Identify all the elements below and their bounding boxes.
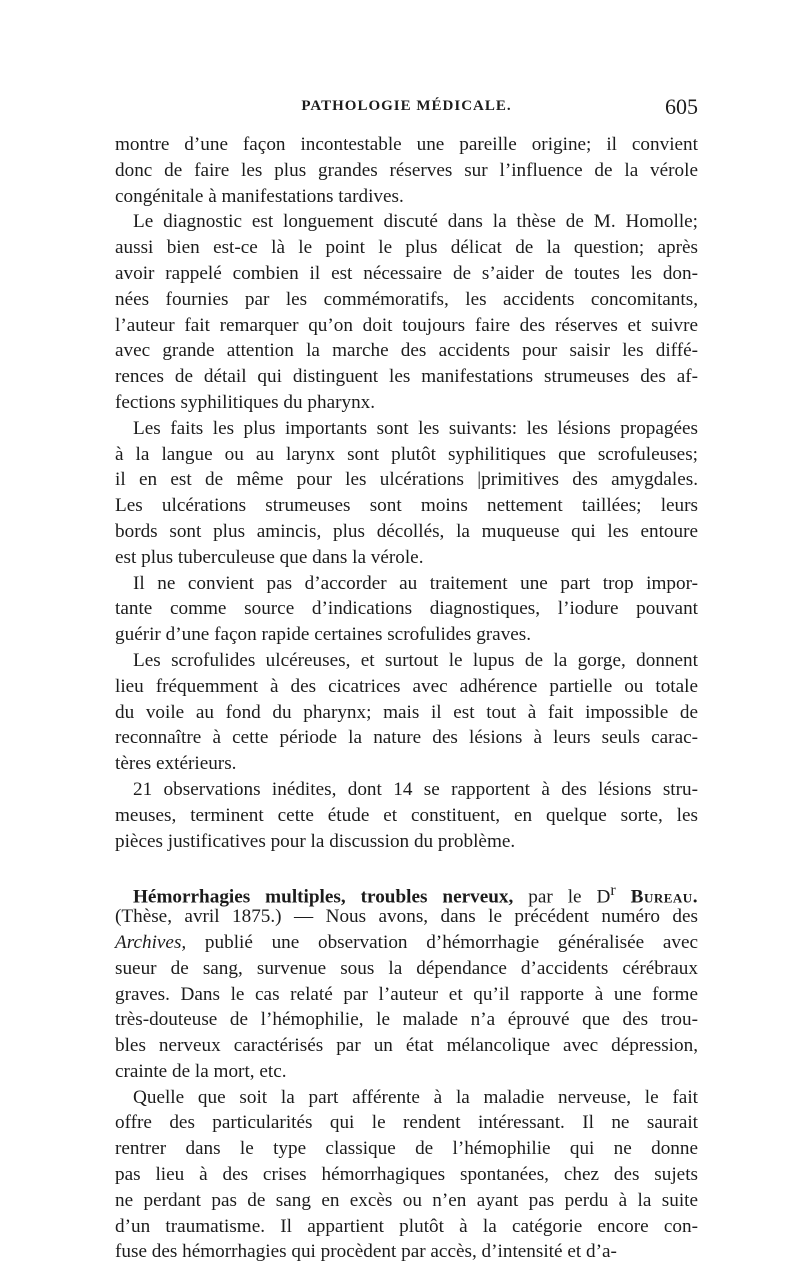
- text-run: tères extérieurs.: [115, 753, 237, 775]
- text-line: [115, 1085, 698, 1111]
- text-run: Les scrofulides ulcéreuses, et surtout le lupus de la gorge, donnent: [133, 649, 698, 671]
- text-line: [115, 700, 698, 726]
- text-line: [115, 261, 698, 287]
- text-line: [115, 1033, 698, 1059]
- text-line: [115, 982, 698, 1008]
- text-line: [115, 1059, 698, 1085]
- text-line: [115, 1110, 698, 1136]
- text-run: avoir rappelé combien il est nécessaire de s’aider de toutes les don-: [115, 262, 698, 284]
- paragraph-p2: [115, 209, 698, 415]
- text-run: nées fournies par les commémoratifs, les accidents concomitants,: [115, 288, 698, 310]
- text-run: est plus tuberculeuse que dans la vérole.: [115, 546, 424, 568]
- text-line: [115, 725, 698, 751]
- text-line: [115, 904, 698, 930]
- page-number: 605: [665, 94, 698, 119]
- text-run: pièces justificatives pour la discussion du problème.: [115, 830, 516, 852]
- text-run: publié une observation d’hémorrhagie généralisée avec: [186, 931, 698, 953]
- text-run: d’un traumatisme. Il appartient plutôt à la catégorie encore con-: [115, 1215, 698, 1237]
- text-run: rences de détail qui distinguent les manifestations strumeuses des af-: [115, 366, 698, 388]
- text-run: rentrer dans le type classique de l’hémophilie qui ne donne: [115, 1138, 698, 1160]
- text-line: [115, 467, 698, 493]
- text-line: [115, 545, 698, 571]
- text-line: [115, 751, 698, 777]
- text-run: Les ulcérations strumeuses sont moins nettement taillées; leurs: [115, 495, 698, 517]
- text-line: [115, 390, 698, 416]
- text-run: Archives,: [115, 931, 187, 953]
- text-line: [115, 416, 698, 442]
- text-line: [115, 648, 698, 674]
- text-run: sueur de sang, survenue sous la dépendance d’accidents cérébraux: [115, 957, 698, 979]
- text-run: lieu fréquemment à des cicatrices avec adhérence partielle ou totale: [115, 675, 698, 697]
- text-line: [115, 674, 698, 700]
- text-run: meuses, terminent cette étude et constituent, en quelque sorte, les: [115, 804, 698, 826]
- text-line: [115, 1239, 698, 1265]
- text-run: guérir d’une façon rapide certaines scrofulides graves.: [115, 624, 532, 646]
- text-line: [115, 209, 698, 235]
- paragraph-p8: [115, 1085, 698, 1265]
- text-run: tante comme source d’indications diagnostiques, l’iodure pouvant: [115, 598, 698, 620]
- paragraph-p5: [115, 648, 698, 777]
- text-run: Hémorrhagies multiples, troubles nerveux,: [133, 886, 514, 908]
- text-line: [115, 571, 698, 597]
- text-line: [115, 519, 698, 545]
- text-run: offre des particularités qui le rendent intéressant. Il ne saurait: [115, 1112, 698, 1134]
- text-run: graves. Dans le cas relaté par l’auteur et qu’il rapporte à une forme: [115, 983, 698, 1005]
- section-gap: [115, 854, 698, 878]
- text-run: congénitale à manifestations tardives.: [115, 185, 404, 207]
- text-run: aussi bien est-ce là le point le plus délicat de la question; après: [115, 237, 698, 259]
- text-run: r: [610, 882, 616, 900]
- paragraph-p6: [115, 777, 698, 854]
- text-run: fuse des hémorrhagies qui procèdent par accès, d’intensité et d’a-: [115, 1241, 617, 1263]
- text-line: [115, 235, 698, 261]
- text-run: par le D: [513, 886, 611, 908]
- text-line: [115, 287, 698, 313]
- text-run: montre d’une façon incontestable une pareille origine; il convient: [115, 134, 698, 155]
- text-line: [115, 777, 698, 803]
- paragraph-p1: [115, 132, 698, 209]
- text-line: [115, 956, 698, 982]
- text-run: à la langue ou au larynx sont plutôt syphilitiques que scrofuleuses;: [115, 443, 698, 465]
- text-run: (Thèse, avril 1875.) — Nous avons, dans le précédent numéro des: [115, 906, 698, 928]
- paragraph-p4: [115, 571, 698, 648]
- text-line: [115, 1214, 698, 1240]
- text-run: avec grande attention la marche des accidents pour saisir les diffé-: [115, 340, 698, 362]
- text-line: [115, 1162, 698, 1188]
- text-line: [115, 442, 698, 468]
- text-run: pas lieu à des crises hémorrhagiques spontanées, chez des sujets: [115, 1164, 698, 1186]
- text-run: Quelle que soit la part afférente à la maladie nerveuse, le fait: [133, 1086, 698, 1108]
- text-run: Le diagnostic est longuement discuté dans la thèse de M. Homolle;: [133, 211, 698, 233]
- text-run: donc de faire les plus grandes réserves sur l’influence de la vérole: [115, 159, 698, 181]
- text-line: [115, 622, 698, 648]
- text-line: [115, 184, 698, 210]
- text-line: [115, 158, 698, 184]
- text-line: [115, 1188, 698, 1214]
- text-run: fections syphilitiques du pharynx.: [115, 391, 376, 413]
- text-run: Il ne convient pas d’accorder au traitement une part trop impor-: [133, 572, 698, 594]
- text-line: [115, 803, 698, 829]
- text-run: 21 observations inédites, dont 14 se rapportent à des lésions stru-: [133, 778, 698, 800]
- text-line: [115, 878, 698, 908]
- text-line: [115, 338, 698, 364]
- page-header: [115, 94, 698, 124]
- text-line: [115, 1136, 698, 1162]
- text-run: très-douteuse de l’hémophilie, le malade n’a éprouvé que des trou-: [115, 1009, 698, 1031]
- text-run: ne perdant pas de sang en excès ou n’en ayant pas perdu à la suite: [115, 1189, 698, 1211]
- paragraph-p3: [115, 416, 698, 571]
- text-run: du voile au fond du pharynx; mais il est tout à fait impossible de: [115, 701, 698, 723]
- text-line: [115, 364, 698, 390]
- text-run: Bureau.: [630, 886, 698, 908]
- text-line: [115, 313, 698, 339]
- text-line: [115, 596, 698, 622]
- text-run: bords sont plus amincis, plus décollés, la muqueuse qui les entoure: [115, 520, 698, 542]
- text-run: crainte de la mort, etc.: [115, 1060, 287, 1082]
- paragraph-p7: [115, 878, 698, 1084]
- text-line: [115, 132, 698, 158]
- text-line: [115, 493, 698, 519]
- text-line: [115, 930, 698, 956]
- running-title: PATHOLOGIE MÉDICALE.: [301, 98, 512, 114]
- text-run: reconnaître à cette période la nature des lésions à leurs seuls carac-: [115, 727, 698, 749]
- text-run: Les faits les plus importants sont les suivants: les lésions propagées: [133, 417, 698, 439]
- text-line: [115, 1007, 698, 1033]
- text-run: l’auteur fait remarquer qu’on doit toujours faire des réserves et suivre: [115, 314, 698, 336]
- text-run: il en est de même pour les ulcérations |primitives des amygdales.: [115, 469, 698, 491]
- text-run: bles nerveux caractérisés par un état mélancolique avec dépression,: [115, 1035, 698, 1057]
- body-text: [115, 132, 698, 1265]
- text-line: [115, 829, 698, 855]
